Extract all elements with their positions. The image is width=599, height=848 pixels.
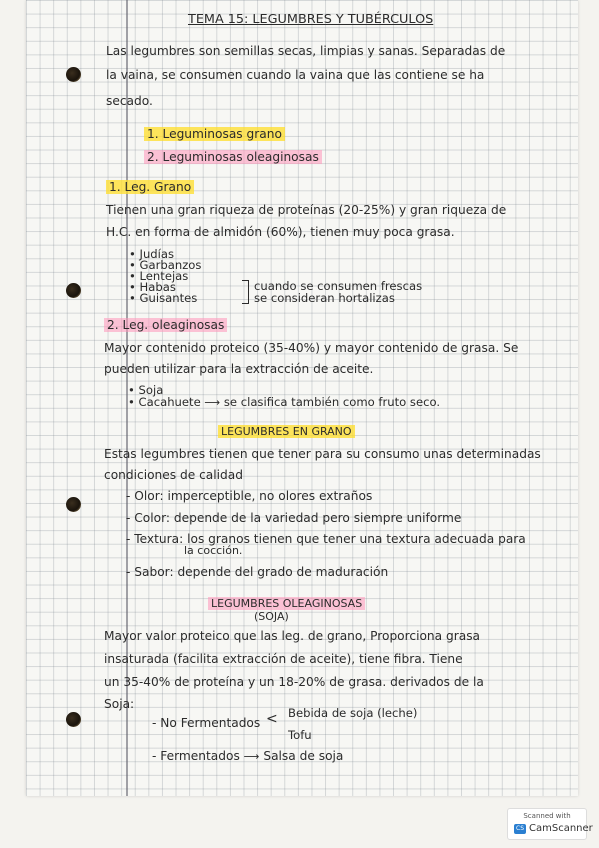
criterion: - Color: depende de la variedad pero siempre uniforme — [126, 511, 462, 525]
punch-hole — [66, 497, 81, 512]
criterion: la cocción. — [184, 544, 243, 557]
fermentados: - Fermentados ⟶ Salsa de soja — [152, 749, 344, 763]
page-title: TEMA 15: LEGUMBRES Y TUBÉRCULOS — [188, 12, 434, 27]
scanned-with-label: Scanned with — [523, 812, 571, 820]
criterion: - Olor: imperceptible, no olores extraños — [126, 489, 373, 503]
grano-note: cuando se consumen frescas — [254, 279, 423, 293]
list-item: • Judías — [129, 247, 175, 261]
toc-item-oleaginosas: 2. Leguminosas oleaginosas — [144, 150, 322, 164]
brace — [242, 280, 249, 304]
criterion: - Sabor: depende del grado de maduración — [126, 565, 389, 579]
en-grano-text: condiciones de calidad — [104, 468, 243, 482]
punch-hole — [66, 712, 81, 727]
derivative-item: Tofu — [288, 728, 312, 742]
notebook-page — [26, 0, 578, 796]
derivative-item: Bebida de soja (leche) — [288, 706, 418, 720]
fork-arrow-icon: < — [266, 711, 278, 727]
list-item: • Cacahuete ⟶ se clasifica también como fruto seco. — [128, 395, 441, 409]
soja-text: un 35-40% de proteína y un 18-20% de grasa. derivados de la — [104, 675, 484, 689]
criterion: - Textura: los granos tienen que tener una textura adecuada para — [126, 532, 526, 546]
camscanner-icon: CS — [516, 824, 524, 832]
soja-text: Mayor valor proteico que las leg. de grano, Proporciona grasa — [104, 629, 481, 643]
grano-text: H.C. en forma de almidón (60%), tienen muy poca grasa. — [106, 225, 455, 239]
punch-hole — [66, 283, 81, 298]
soja-text: insaturada (facilita extracción de aceite), tiene fibra. Tiene — [104, 652, 463, 666]
arrow-icon: ⟶ — [204, 396, 221, 409]
intro-line: Las legumbres son semillas secas, limpias y sanas. Separadas de — [106, 44, 506, 58]
section-heading-oleaginosas: 2. Leg. oleaginosas — [104, 318, 227, 332]
punch-hole — [66, 67, 81, 82]
intro-line: la vaina, se consumen cuando la vaina que las contiene se ha — [106, 68, 485, 82]
list-item: • Soja — [128, 383, 164, 397]
toc-item-grano: 1. Leguminosas grano — [144, 127, 285, 141]
intro-line: secado. — [106, 94, 153, 108]
list-item: • Guisantes — [129, 291, 198, 305]
grano-note: se consideran hortalizas — [254, 291, 395, 305]
list-item: • Habas — [129, 280, 176, 294]
oleaginosas-text: pueden utilizar para la extracción de aceite. — [104, 362, 374, 376]
en-grano-text: Estas legumbres tienen que tener para su consumo unas determinadas — [104, 447, 541, 461]
arrow-icon: ⟶ — [243, 750, 260, 763]
oleaginosas-text: Mayor contenido proteico (35-40%) y mayor contenido de grasa. Se — [104, 341, 519, 355]
section-heading-soja: LEGUMBRES OLEAGINOSAS — [208, 597, 365, 610]
section-heading-en-grano: LEGUMBRES EN GRANO — [218, 425, 355, 438]
list-item: • Garbanzos — [129, 258, 202, 272]
section-subheading-soja: (SOJA) — [254, 610, 289, 623]
list-item: • Lentejas — [129, 269, 189, 283]
grano-text: Tienen una gran riqueza de proteínas (20-25%) y gran riqueza de — [106, 203, 507, 217]
camscanner-badge — [507, 808, 593, 840]
section-heading-grano: 1. Leg. Grano — [106, 180, 194, 194]
soja-text: Soja: — [104, 697, 135, 711]
no-fermentados: - No Fermentados — [152, 716, 261, 730]
camscanner-brand: CamScanner — [529, 823, 593, 834]
